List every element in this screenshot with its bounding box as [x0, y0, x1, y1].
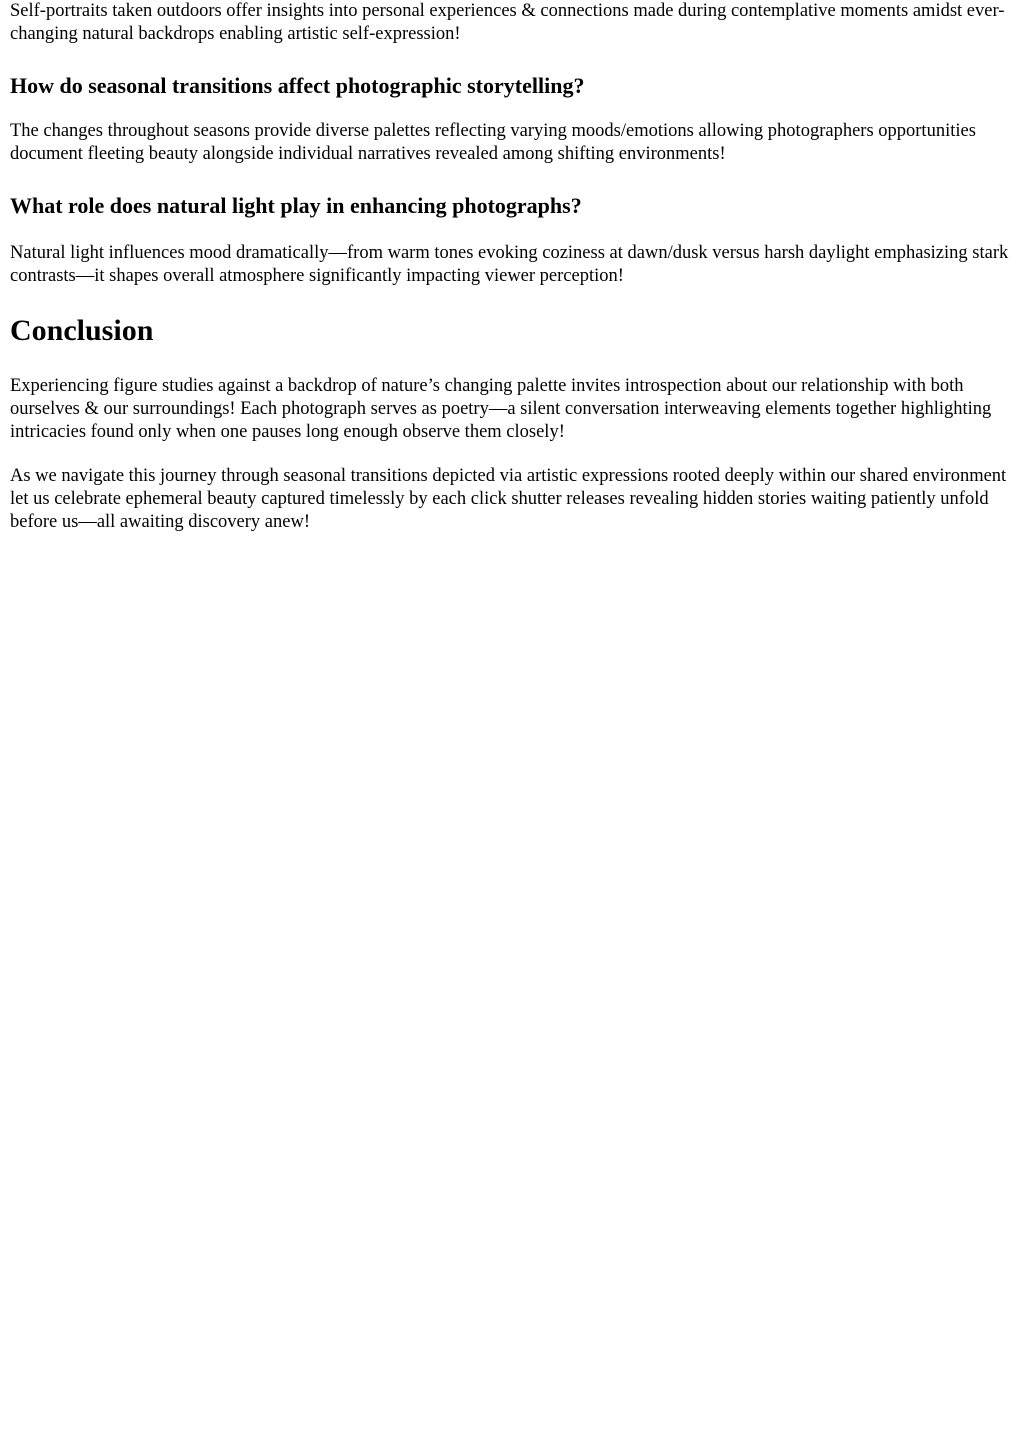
faq-question-natural-light: What role does natural light play in enhancing photographs?	[10, 193, 582, 218]
intro-paragraph: Self-portraits taken outdoors offer insights into personal experiences & connections made during contemplative moments amidst ever-changing natural backdrops enabling artistic self-expression!	[10, 1, 1005, 44]
faq-question-seasonal-transitions: How do seasonal transitions affect photographic storytelling?	[10, 73, 585, 98]
conclusion-heading: Conclusion	[10, 314, 154, 347]
article-body	[0, 0, 1024, 534]
faq-answer-seasonal-transitions: The changes throughout seasons provide diverse palettes reflecting varying moods/emotions allowing photographers opportunities document fleeting beauty alongside individual narratives revealed among shifting environments!	[10, 121, 976, 164]
conclusion-paragraph-1: Experiencing figure studies against a backdrop of nature’s changing palette invites introspection about our relationship with both ourselves & our surroundings! Each photograph serves as poetry—a silent conversation interweaving elements together highlighting intricacies found only when one pauses long enough observe them closely!	[10, 376, 992, 442]
faq-answer-natural-light: Natural light influences mood dramatically—from warm tones evoking coziness at dawn/dusk versus harsh daylight emphasizing stark contrasts—it shapes overall atmosphere significantly impacting viewer perception!	[10, 243, 1009, 286]
conclusion-paragraph-2: As we navigate this journey through seasonal transitions depicted via artistic expressions rooted deeply within our shared environment let us celebrate ephemeral beauty captured timelessly by each click shutter releases revealing hidden stories waiting patiently unfold before us—all awaiting discovery anew!	[10, 466, 1007, 532]
